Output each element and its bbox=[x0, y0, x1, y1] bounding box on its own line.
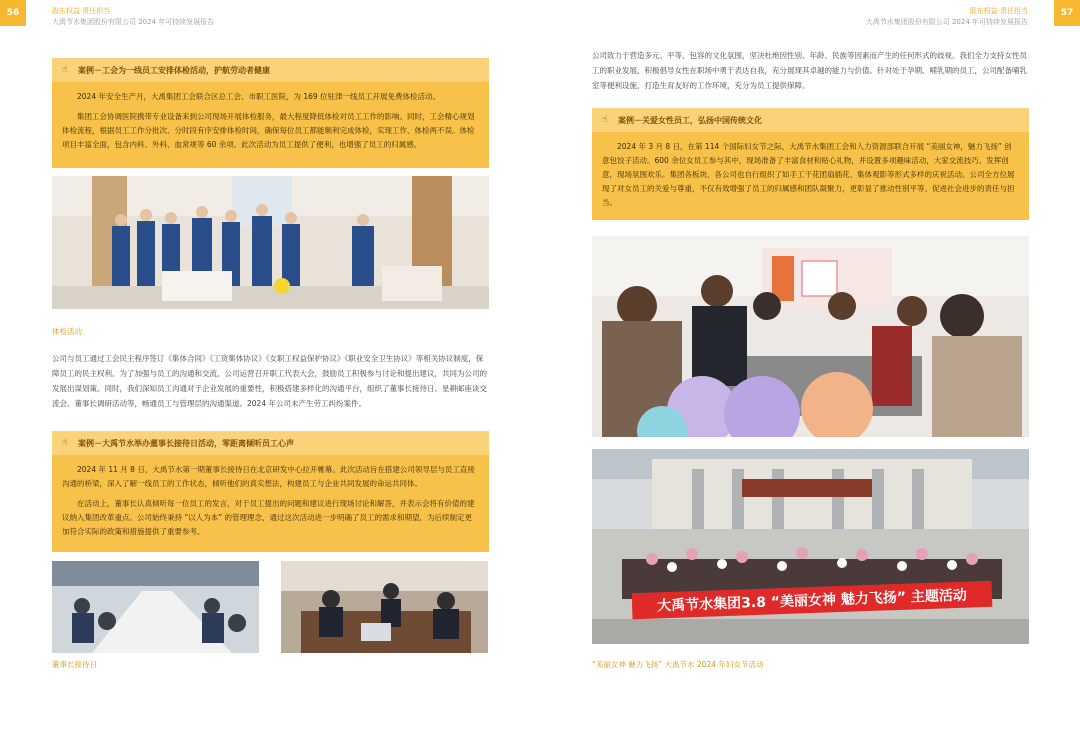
case-paragraph: 2024 年 3 月 8 日，在第 114 个国际妇女节之际，大禹节水集团工会和人力资源部联合开展 “美丽女神，魅力飞扬” 创意包饺子活动。600 余位女员工参与其中，现场准备了丰富食材和贴心礼物，并设置多项趣味活动，大家交流技巧、发挥创意，现场氛围欢乐。集团各板块、各公司也自行组织了如手工干花团扇插花、集体观影等形式多样的庆祝活动。公司全方位展现了对女员工的关爱与尊重，不仅有效增强了员工的归属感和团队凝聚力，更彰显了推动性别平等、促进社会进步的责任与担当。 bbox=[602, 142, 1015, 207]
case-title-text: 案例－工会为一线员工安排体检活动，护航劳动者健康 bbox=[78, 65, 270, 75]
header-report-title: 大禹节水集团股份有限公司 2024 年可持续发展报告 bbox=[865, 18, 1028, 26]
case-paragraph: 2024 年安全生产月，大禹集团工会联合区总工会、市职工医院，为 169 位驻津一线员工开展免费体检活动。 bbox=[77, 92, 441, 101]
activity-banner: 大禹节水集团3.8 “美丽女神 魅力飞扬” 主题活动 bbox=[632, 581, 993, 620]
page-number-right: 57 bbox=[1054, 0, 1080, 26]
case-title bbox=[592, 108, 1029, 132]
caption-chairman-day: 董事长接待日 bbox=[52, 660, 97, 669]
diversity-text: 公司致力于营造多元、平等、包容的文化氛围，坚决杜绝因性别、年龄、民族等因素而产生的任何形式的歧视。我们全力支持女性员工的职业发展，积极倡导女性在职场中勇于表达自我，充分展现其卓越的能力与价值。针对处于孕期、哺乳期的员工，公司配备哺乳室等便利设施，打造生育友好的工作环境，充分为员工提供保障。 bbox=[592, 51, 1027, 90]
case-title bbox=[52, 58, 489, 82]
caption-health-check: 体检活动 bbox=[52, 327, 82, 336]
photo-health-check bbox=[52, 176, 489, 309]
case-body bbox=[52, 455, 489, 551]
header-left bbox=[52, 6, 214, 28]
case-title bbox=[52, 431, 489, 455]
hand-icon: ☝ bbox=[62, 438, 68, 448]
case-box-chairman-day bbox=[52, 431, 489, 552]
hand-icon: ☝ bbox=[602, 115, 608, 125]
case-title-text: 案例－关爱女性员工，弘扬中国传统文化 bbox=[618, 115, 762, 125]
case-body bbox=[52, 82, 489, 164]
case-title-text: 案例－大禹节水举办董事长接待日活动，零距离倾听员工心声 bbox=[78, 438, 294, 448]
photo-group-banner bbox=[592, 449, 1029, 644]
header-right bbox=[866, 6, 1028, 28]
photo-meeting-1 bbox=[52, 561, 259, 653]
photo-meeting-2 bbox=[281, 561, 488, 653]
case-box-womens-day bbox=[592, 108, 1029, 220]
header-section: 股东权益·责任担当 bbox=[969, 7, 1028, 15]
case-body bbox=[592, 132, 1029, 222]
header-report-title: 大禹节水集团股份有限公司 2024 年可持续发展报告 bbox=[52, 18, 215, 26]
hand-icon: ☝ bbox=[62, 65, 68, 75]
photo-dumpling-activity bbox=[592, 236, 1029, 437]
case-paragraph: 集团工会协调医院携带专业设备来到公司现场开展体检服务，最大程度降低体检对员工工作的影响。同时，工会精心规划体检流程，根据员工工作分批次、分时段有序安排体检时间，确保每位员工都能顺利完成体检，实现工作、体检两不误。体检项目丰富全面，包含内科、外科、血常规等 60 余项。此次活动为员工提供了便利，也增强了员工的归属感。 bbox=[62, 112, 475, 149]
case-paragraph: 在活动上，董事长认真倾听每一位员工的发言，对于员工提出的问题和建议进行现场讨论和解答，并表示会将有价值的建议纳入集团改革重点。公司始终秉持 “以人为本” 的管理理念，通过这次活动进一步明确了员工的需求和期望，为后续制定更加符合实际的政策和措施提供了重要参考。 bbox=[62, 499, 475, 536]
caption-womens-day: “美丽女神 魅力飞扬” 大禹节水 2024 年妇女节活动 bbox=[592, 660, 764, 669]
header-section: 股东权益·责任担当 bbox=[52, 7, 111, 15]
labor-relations-text: 公司与员工通过工会民主程序签订《集体合同》《工资集体协议》《女职工权益保护协议》《职业安全卫生协议》等相关协议制度，保障员工的民主权利。为了加强与员工的沟通和交流，公司运营召开职工代表大会，鼓励员工积极参与讨论和提出建议，共同为公司的发展出谋划策。同时，我们深知员工沟通对于企业发展的重要性，积极搭建多样化的沟通平台，组织了董事长接待日、星耕邮座谈交流会、董事长调研活动等，畅通员工与管理层的沟通渠道。2024 年公司未产生劳工纠纷案件。 bbox=[52, 354, 487, 408]
page-number-left: 56 bbox=[0, 0, 26, 26]
case-paragraph: 2024 年 11 月 8 日，大禹节水第一期董事长接待日在北京研发中心拉开帷幕。此次活动旨在搭建公司领导层与员工直接沟通的桥梁，深入了解一线员工的工作状态，倾听他们的真实想法，构建员工与企业共同发展的命运共同体。 bbox=[62, 465, 475, 488]
case-box-health-check bbox=[52, 58, 489, 168]
